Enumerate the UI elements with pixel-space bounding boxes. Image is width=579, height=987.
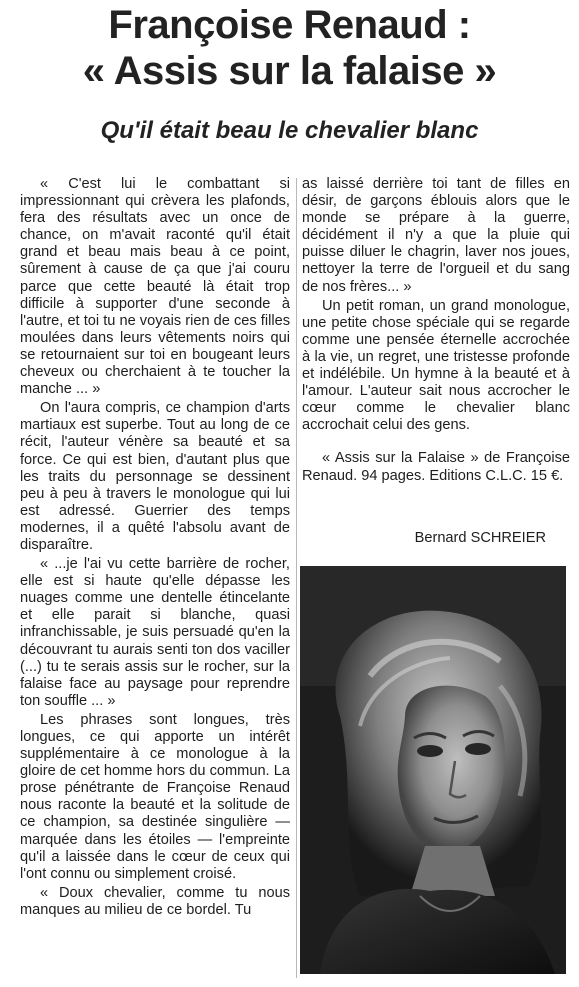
subtitle: Qu'il était beau le chevalier blanc xyxy=(100,117,479,144)
author-byline: Bernard SCHREIER xyxy=(414,530,546,546)
paragraph: « C'est lui le combattant si impressionnant qui crèvera les plafonds, fera des résultats avec un once de chance, on m'avait raconté qu'il était grand et beau mais beau à ce point, sûrement à cause de ça que j'ai couru parce que cette beauté là était trop difficile à supporter d'une seconde à l'autre, et toi tu ne voyais rien de ces filles moulées dans leurs vêtements noirs qui se retournaient sur toi en bougeant leurs cheveux ou cherchaient à te toucher la manche ... » xyxy=(20,176,290,398)
paragraph: as laissé derrière toi tant de filles en désir, de garçons éblouis alors que le monde se prépare à la guerre, décidément il n'y a que la pluie qui puisse diluer le chagrin, laver nos joues, nettoyer la terre de l'orgueil et du sang de nos frères... » xyxy=(302,176,570,295)
paragraph: On l'aura compris, ce champion d'arts martiaux est superbe. Tout au long de ce récit, l'auteur vénère sa beauté et sa force. Ce qui est bien, d'autant plus que les traits du personnage se dessinent peu à peu à travers le monologue qui lui est adressé. Guerrier des temps modernes, il a quêté l'absolu avant de disparaître. xyxy=(20,400,290,553)
paragraph: Un petit roman, un grand monologue, une petite chose spéciale qui se regarde comme une pensée éternelle accrochée à la vie, un regret, une tristesse profonde et indélébile. Un hymne à la beauté et à l'amour. L'auteur sait nous accrocher le cœur comme le chevalier blanc accrochait celui des gens. xyxy=(302,297,570,434)
author-portrait-photo xyxy=(300,566,566,974)
book-reference: « Assis sur la Falaise » de Françoise Renaud. 94 pages. Editions C.L.C. 15 €. xyxy=(302,450,570,484)
paragraph: Les phrases sont longues, très longues, ce qui apporte un intérêt supplémentaire à ce monologue à la gloire de cet homme hors du commun. La prose pénétrante de Françoise Renaud nous raconte la beauté et la solitude de ce champion, sa destinée singulière — marquée dans les étoiles — l'empreinte qu'il a laissée dans le cœur de ceux qui l'ont connu ou simplement croisé. xyxy=(20,711,290,882)
left-column xyxy=(20,176,290,982)
paragraph: « ...je l'ai vu cette barrière de rocher, elle est si haute qu'elle dépasse les nuages comme une dentelle étincelante et elle parait si blanche, quasi infranchissable, je suis persuadé qu'en la découvrant tu aurais senti ton dos vaciller (...) tu te serais assis sur le rocher, sur la falaise face au paysage pour reprendre ton souffle ... » xyxy=(20,556,290,709)
headline-line-1: Françoise Renaud : xyxy=(108,3,471,47)
headline xyxy=(0,2,579,94)
right-column xyxy=(302,176,570,485)
column-divider xyxy=(296,178,297,978)
headline-line-2: « Assis sur la falaise » xyxy=(82,49,497,93)
portrait-image xyxy=(300,566,566,974)
paragraph: « Doux chevalier, comme tu nous manques au milieu de ce bordel. Tu xyxy=(20,884,290,918)
